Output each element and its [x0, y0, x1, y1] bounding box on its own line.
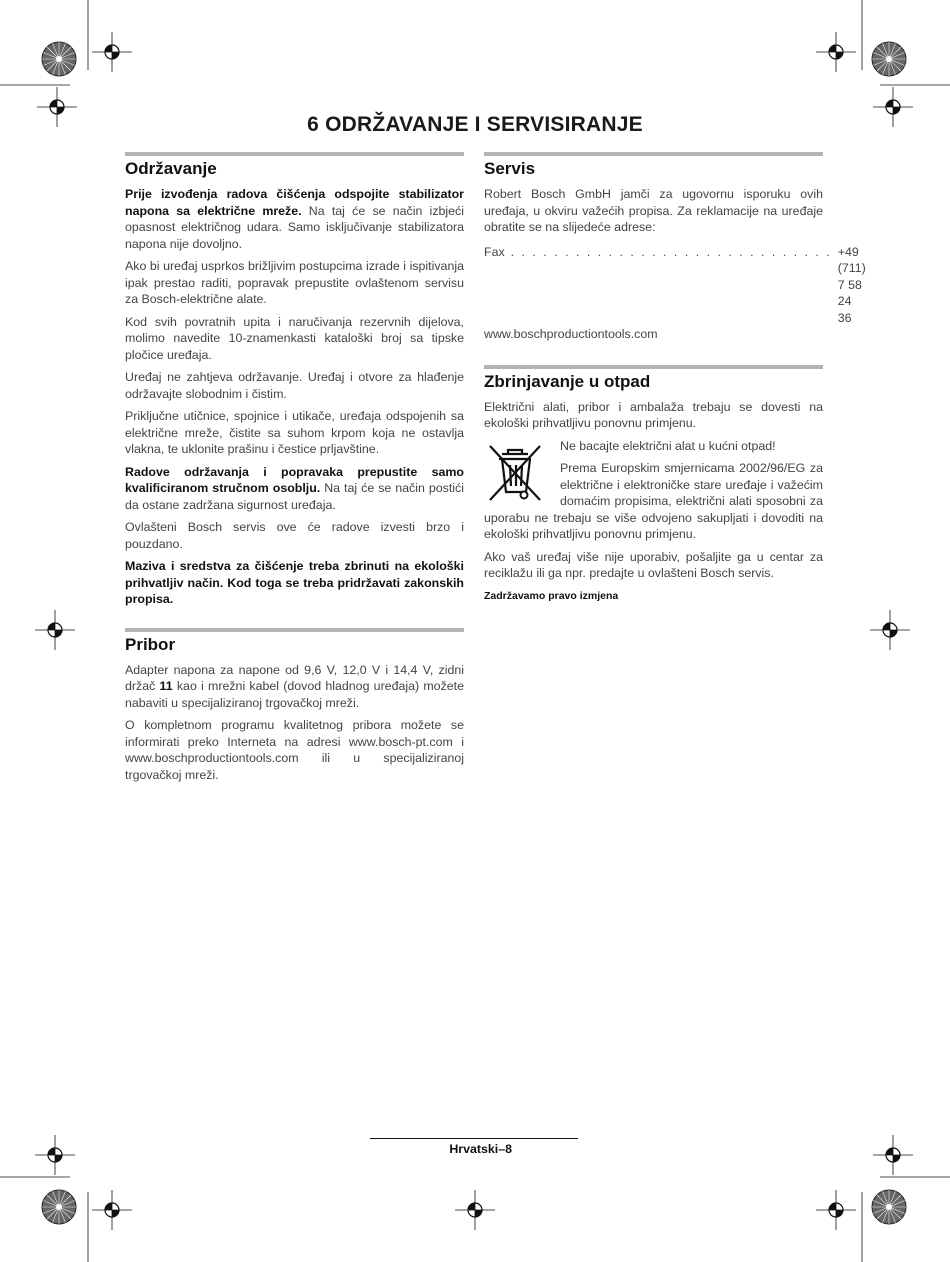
page-title: 6 ODRŽAVANJE I SERVISIRANJE: [307, 113, 643, 136]
paragraph: Robert Bosch GmbH jamči za ugovornu isporuku ovih uređaja, u okviru važećih propisa. Za reklamacije na uređaje obratite se na slijedeće adrese:: [484, 187, 823, 234]
paragraph: Ovlašteni Bosch servis ove će radove izvesti brzo i pouzdano.: [125, 520, 464, 551]
bold-text: Maziva i sredstva za čišćenje treba zbrinuti na ekološki prihvatljiv način. Kod toga se treba pridržavati zakonskih propisa.: [125, 559, 464, 606]
rights-note: Zadržavamo pravo izmjena: [484, 589, 619, 602]
text: Na taj će se način postići da ostane zadržana sigurnost uređaja.: [125, 481, 464, 512]
right-column: [484, 152, 866, 622]
section-heading: Pribor: [125, 634, 176, 654]
bold-text: Radove održavanja i popravaka prepustite samo kvalificiranom stručnom osoblju.: [125, 464, 464, 495]
website-link: www.boschproductiontools.com: [484, 327, 658, 341]
paragraph: [125, 186, 464, 252]
paragraph: Ne bacajte električni alat u kućni otpad!: [560, 438, 776, 453]
section-heading: Zbrinjavanje u otpad: [484, 371, 651, 391]
text: kao i mrežni kabel (dovod hladnog uređaja) možete nabaviti u specijaliziranoj trgovačkoj mreži.: [125, 679, 464, 710]
bold-text: Prije izvođenja radova čišćenja odspojite stabilizator napona sa električne mreže.: [125, 187, 464, 218]
paragraph: Ako bi uređaj usprkos brižljivim postupcima izrade i ispitivanja ipak prestao raditi, popravak prepustite ovlaštenom servisu za Bosch-električne alate.: [125, 259, 464, 306]
left-column: [125, 152, 464, 803]
fax-label: Fax: [484, 244, 505, 259]
text: Na taj će se način izbjeći opasnost električnog udara. Samo isključivanje stabilizatora napona nije dovoljno.: [125, 203, 464, 251]
paragraph: Električni alati, pribor i ambalaža trebaju se dovesti na ekološki prihvatljivu ponovnu primjenu.: [484, 399, 823, 430]
text: Adapter napona za napone od 9,6 V, 12,0 V i 14,4 V, zidni držač: [125, 662, 464, 693]
paragraph: [125, 464, 464, 514]
section-odrzavanje: [125, 152, 464, 608]
paragraph: Prema Europskim smjernicama 2002/96/EG za električne i elektroničke stare uređaje i važećim domaćim propisima, električni alati sposobni za uporabu ne trebaju se više odvojeno sakupljati i dovoditi na ekološki prihvatljivu ponovnu primjenu.: [484, 461, 823, 541]
paragraph: Ako vaš uređaj više nije uporabiv, pošaljite ga u centar za reciklažu ili ga npr. predajte u ovlašteni Bosch servis.: [484, 549, 823, 580]
fax-number: +49 (711) 7 58 24 36: [837, 244, 866, 325]
footer-rule: [370, 1138, 578, 1139]
crossed-out-wheeled-bin-icon: [484, 440, 546, 506]
section-heading: Održavanje: [125, 159, 217, 178]
paragraph: Kod svih povratnih upita i naručivanja rezervnih dijelova, molimo navedite 10-znamenkasti kataloški broj sa tipske pločice uređaja.: [125, 314, 464, 362]
section-rule: [125, 628, 464, 632]
section-servis: [484, 152, 866, 343]
paragraph: Uređaj ne zahtjeva održavanje. Uređaj i otvore za hlađenje održavajte slobodnim i čistim.: [125, 370, 464, 401]
section-heading: Servis: [484, 159, 536, 178]
paragraph: [125, 662, 464, 712]
section-pribor: [125, 628, 464, 784]
section-rule: [484, 152, 823, 156]
paragraph: Priključne utičnice, spojnice i utikače, uređaja odspojenih sa električne mreže, čistite sa suhom krpom koja ne ostavlja vlakna, te uklonite prašinu i čestice prljavštine.: [125, 409, 464, 456]
part-number: 11: [159, 679, 173, 693]
paragraph: [125, 558, 464, 608]
section-rule: [484, 365, 823, 369]
fax-leader-dots: . . . . . . . . . . . . . . . . . . . . . . . . . . . . . .: [510, 244, 832, 259]
section-zbrinjavanje: [484, 365, 823, 602]
fax-line: [484, 244, 866, 327]
page-number: Hrvatski–8: [449, 1142, 512, 1156]
weee-block: [484, 438, 823, 543]
paragraph: O kompletnom programu kvalitetnog pribora možete se informirati preko Interneta na adresi www.bosch-pt.com i www.boschproductiontools.com ili u specijaliziranoj trgovačkoj mreži.: [125, 718, 464, 782]
section-rule: [125, 152, 464, 156]
